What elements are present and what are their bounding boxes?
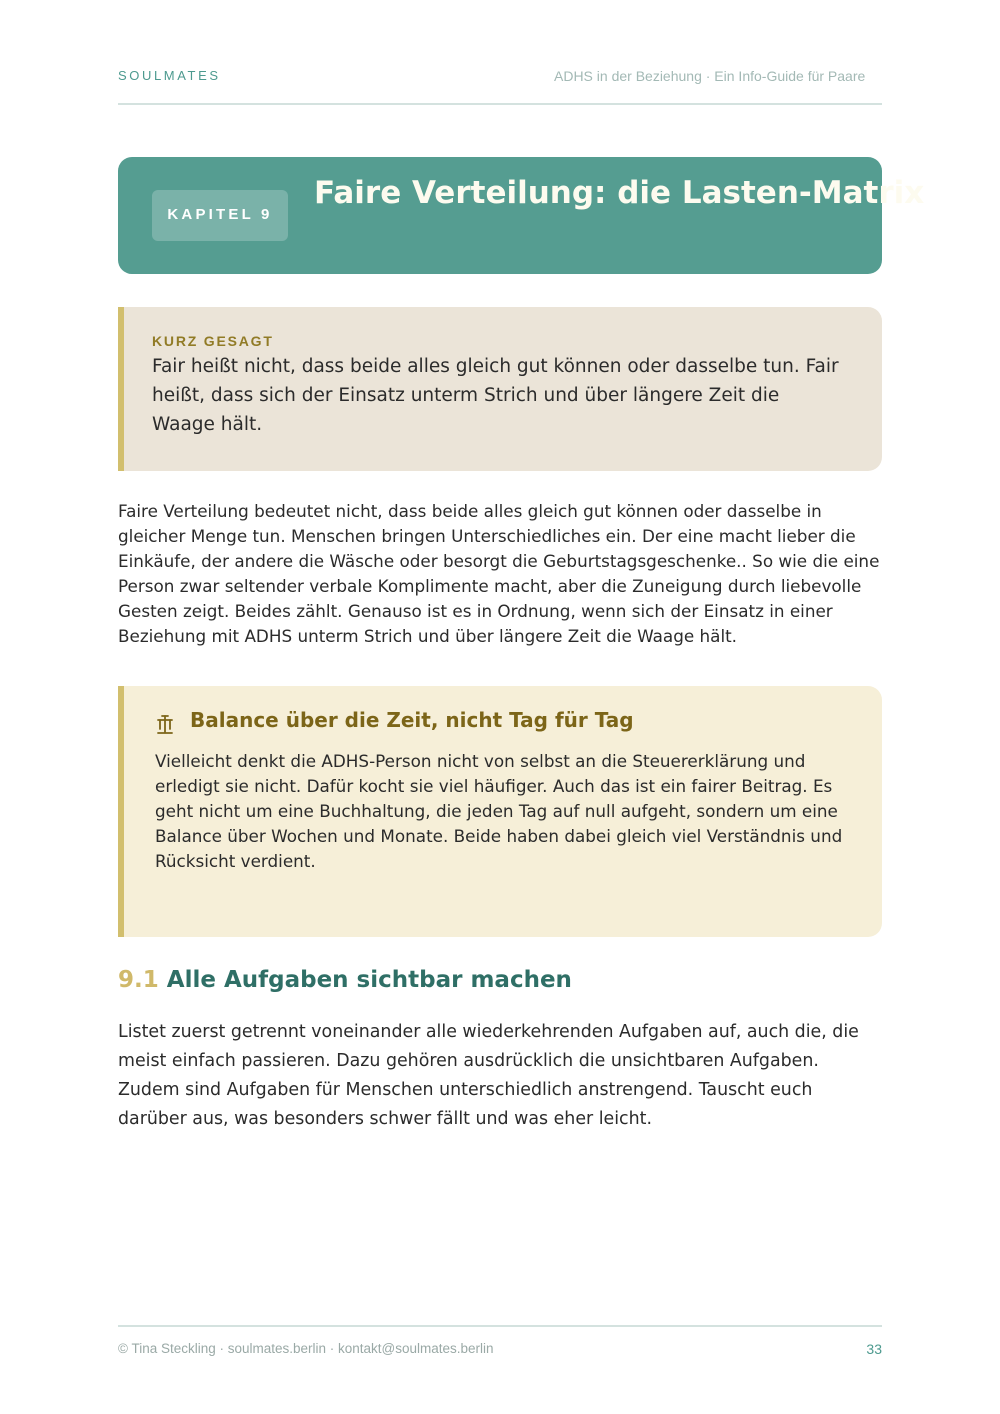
callout-box: [118, 686, 882, 937]
summary-box: [118, 307, 882, 471]
callout-accent-bar: [118, 686, 124, 937]
footer-credit: © Tina Steckling · soulmates.berlin · kontakt@soulmates.berlin: [118, 1341, 494, 1356]
document-title: ADHS in der Beziehung · Ein Info-Guide für Paare: [554, 68, 866, 84]
chapter-banner: [118, 157, 925, 274]
page-number: 33: [866, 1341, 882, 1357]
summary-text: Fair heißt nicht, dass beide alles gleich gut können oder dasselbe tun. Fair heißt, dass sich der Einsatz unterm Strich und über längere Zeit die Waage hält.: [152, 356, 839, 435]
section-paragraph: Listet zuerst getrennt voneinander alle wiederkehrenden Aufgaben auf, auch die, die meist einfach passieren. Dazu gehören ausdrücklich die unsichtbaren Aufgaben. Zudem sind Aufgaben für Menschen unterschiedlich anstrengend. Tauscht euch darüber aus, was besonders schwer fällt und was eher leicht.: [118, 1022, 859, 1129]
summary-label: KURZ GESAGT: [152, 333, 274, 349]
summary-accent-bar: [118, 307, 124, 471]
section-title: Alle Aufgaben sichtbar machen: [166, 967, 572, 993]
chapter-badge: [152, 190, 288, 241]
page-header: [118, 68, 882, 88]
section-number: 9.1: [118, 967, 159, 993]
section-heading: [118, 967, 572, 993]
callout-text: Vielleicht denkt die ADHS-Person nicht von selbst an die Steuererklärung und erledigt sie nicht. Dafür kocht sie viel häufiger. Auch das ist ein fairer Beitrag. Es geht nicht um eine Buchhaltung, die jeden Tag auf null aufgeht, sondern um eine Balance über Wochen und Monate. Beide haben dabei gleich viel Verständnis und Rücksicht verdient.: [155, 751, 843, 871]
balance-icon: [155, 713, 175, 735]
footer-divider: [118, 1325, 882, 1327]
chapter-title: Faire Verteilung: die Lasten-Matrix: [314, 175, 925, 211]
intro-paragraph: Faire Verteilung bedeutet nicht, dass beide alles gleich gut können oder dasselbe in gleicher Menge tun. Menschen bringen Unterschiedliches ein. Der eine macht lieber die Einkäufe, der andere die Wäsche oder besorgt die Geburtstagsgeschenke.. So wie die eine Person zwar seltender verbale Komplimente macht, aber die Zuneigung durch liebevolle Gesten zeigt. Beides zählt. Genauso ist es in Ordnung, wenn sich der Einsatz in einer Beziehung mit ADHS unterm Strich und über längere Zeit die Waage hält.: [118, 501, 880, 646]
brand-name: SOULMATES: [118, 68, 221, 83]
chapter-label: KAPITEL 9: [167, 206, 273, 223]
callout-title: Balance über die Zeit, nicht Tag für Tag: [190, 708, 634, 732]
header-divider: [118, 103, 882, 105]
